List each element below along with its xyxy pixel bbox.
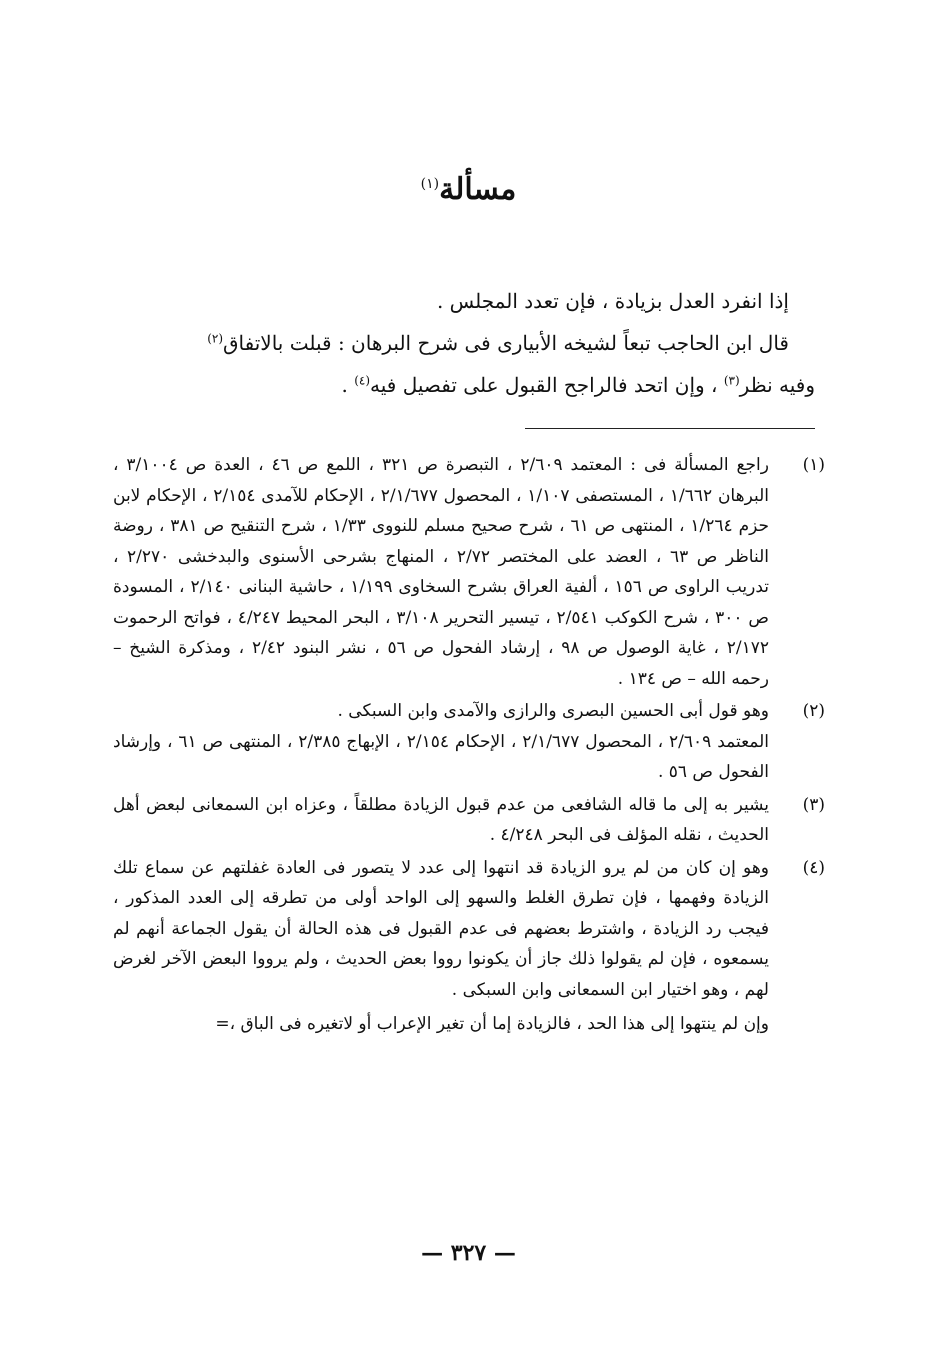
footnote-text: وهو إن كان من لم يرو الزيادة قد انتهوا إلى عدد لا يتصور فى العادة غفلتهم عن سماع تلك الزيادة وفهمها ، فإن تطرق الغلط والسهو إلى الواحد أولى من تطرقه إلى العدد المذكور ، فيجب رد الزيادة ، واشترط بعضهم فى عدم القبول فى هذه الحالة أن يقول الجماعة أنهم لم يسمعوه ، فإن لم يقولوا ذلك جاز أن يكونوا رووا بعض الحديث ، ولم يرووا البعض الآخر لغرض لهم ، وهو اختيار ابن السمعانى وابن السبكى . xyxy=(113,857,769,1000)
main-line-3-c: . xyxy=(341,373,355,397)
footnote-text: يشير به إلى ما قاله الشافعى من عدم قبول الزيادة مطلقاً ، وعزاه ابن السمعانى لبعض أهل الحديث ، نقله المؤلف فى البحر ٤/٢٤٨ . xyxy=(113,794,769,845)
footnote-4 xyxy=(113,853,825,1006)
main-line-2 xyxy=(115,322,815,364)
footnote-separator xyxy=(525,428,815,429)
footnote-text: وهو قول أبى الحسين البصرى والرازى والآمدى وابن السبكى . xyxy=(337,701,769,721)
footnote-number: (٤) xyxy=(802,857,825,878)
main-line-3 xyxy=(115,364,815,406)
title-text: مسألة xyxy=(439,172,517,207)
page-number: — ٣٢٧ — xyxy=(421,1240,516,1266)
footnote-ref-2: (٢) xyxy=(207,331,224,346)
footnotes xyxy=(113,450,825,1057)
footnote-text: راجع المسألة فى : المعتمد ٢/٦٠٩ ، التبصرة ص ٣٢١ ، اللمع ص ٤٦ ، العدة ص ٣/١٠٠٤ ، البرهان ١/٦٦٢ ، المستصفى ١/١٠٧ ، المحصول ٢/١/٦٧٧ ، الإحكام للآمدى ٢/١٥٤ ، الإحكام لابن حزم ١/٢٦٤ ، المنتهى ص ٦١ ، شرح صحيح مسلم للنووى ١/٣٣ ، شرح التنقيح ص ٣٨١ ، روضة الناظر ص ٦٣ ، العضد على المختصر ٢/٧٢ ، المنهاج بشرحى الأسنوى والبدخشى ٢/٢٧٠ ، تدريب الراوى ص ١٥٦ ، ألفية العراق بشرح السخاوى ١/١٩٩ ، حاشية البنانى ٢/١٤٠ ، المسودة ص ٣٠٠ ، شرح الكوكب ٢/٥٤١ ، تيسير التحرير ٣/١٠٨ ، البحر المحيط ٤/٢٤٧ ، فواتح الرحموت ٢/١٧٢ ، غاية الوصول ص ٩٨ ، إرشاد الفحول ص ٥٦ ، نشر البنود ٢/٤٢ ، ومذكرة الشيخ – رحمه الله – ص ١٣٤ . xyxy=(113,455,770,689)
footnote-3 xyxy=(113,790,825,851)
main-line-3-b: ، وإن اتحد فالراجح القبول على تفصيل فيه xyxy=(370,373,724,397)
footnote-number: (٢) xyxy=(802,701,825,721)
main-text xyxy=(115,280,815,406)
main-line-3-a: وفيه نظر xyxy=(739,373,815,397)
footnote-1 xyxy=(113,450,825,694)
main-line-1: إذا انفرد العدل بزيادة ، فإن تعدد المجلس . xyxy=(436,289,789,313)
title-footnote-ref: (١) xyxy=(420,176,440,192)
footnote-continuation: وإن لم ينتهوا إلى هذا الحد ، فالزيادة إما أن تغير الإعراب أو لاتغيره فى الباق ،= xyxy=(215,1014,769,1034)
footnote-text: المعتمد ٢/٦٠٩ ، المحصول ٢/١/٦٧٧ ، الإحكام ٢/١٥٤ ، الإبهاج ٢/٣٨٥ ، المنتهى ص ٦١ ، وإرشاد الفحول ص ٥٦ . xyxy=(113,731,770,782)
footnote-number: (٣) xyxy=(802,794,825,815)
footnote-2 xyxy=(113,696,825,788)
footnote-number: (١) xyxy=(802,455,825,475)
footnote-ref-3: (٣) xyxy=(723,373,740,388)
footnote-ref-4: (٤) xyxy=(354,373,371,388)
page-title xyxy=(0,172,937,207)
main-line-2-text: قال ابن الحاجب تبعاً لشيخه الأبيارى فى شرح البرهان : قبلت بالاتفاق xyxy=(223,331,789,355)
